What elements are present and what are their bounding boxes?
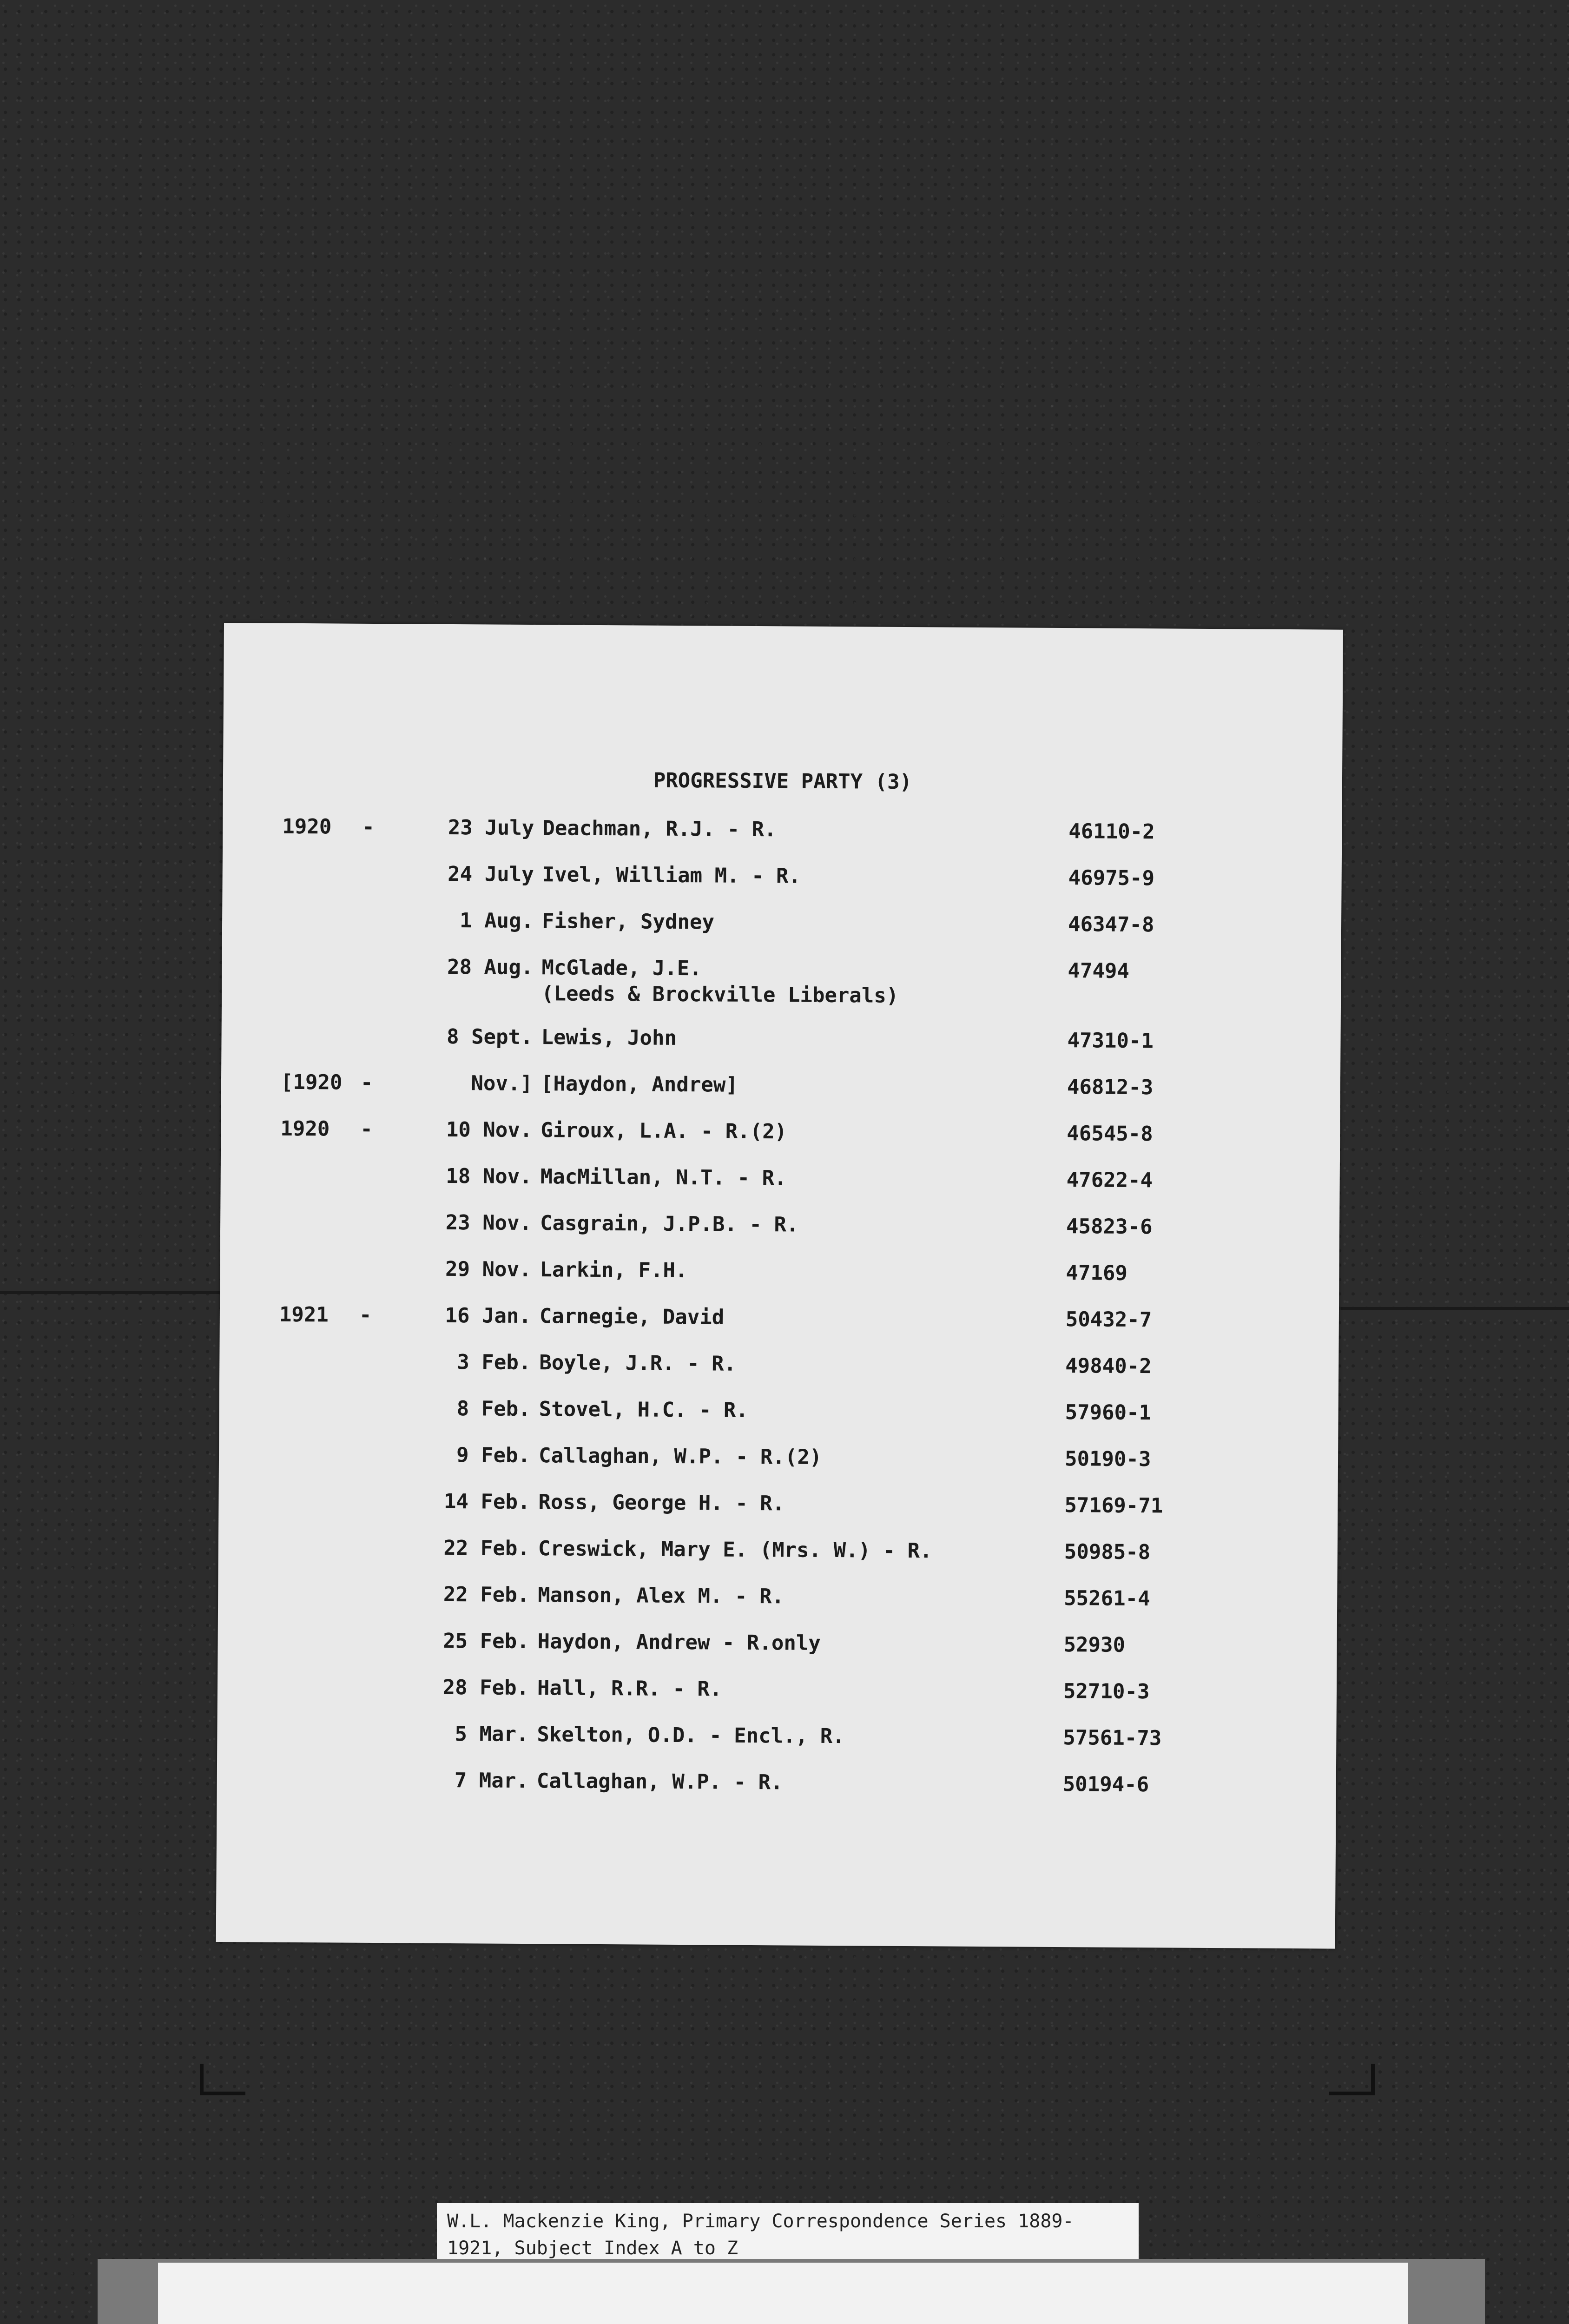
row-name: Carnegie, David [539, 1304, 725, 1329]
row-ref: 57960-1 [1065, 1400, 1152, 1425]
row-ref: 46812-3 [1067, 1075, 1154, 1100]
row-year: 1921 [279, 1302, 329, 1327]
row-name: Fisher, Sydney [541, 909, 715, 934]
row-name: Boyle, J.R. - R. [539, 1351, 737, 1376]
row-dash: - [360, 1070, 373, 1095]
caption-line-2: 1921, Subject Index A to Z [447, 2238, 738, 2259]
index-row [220, 1208, 1340, 1257]
row-ref: 47169 [1066, 1261, 1128, 1285]
row-ref: 52930 [1063, 1633, 1126, 1657]
row-dash: - [360, 1117, 373, 1141]
index-row [218, 1580, 1338, 1629]
index-row [221, 1069, 1341, 1118]
row-date: 8 Sept. [446, 1024, 533, 1050]
index-row [218, 1673, 1337, 1722]
index-row [218, 1487, 1338, 1536]
index-row [221, 1116, 1340, 1164]
row-ref: 49840-2 [1065, 1354, 1152, 1379]
row-date: 3 Feb. [457, 1350, 531, 1375]
row-ref: 47494 [1068, 959, 1130, 983]
index-row [220, 1162, 1340, 1211]
row-date: 23 July [448, 815, 534, 840]
row-date: 8 Feb. [456, 1397, 531, 1421]
row-name: Manson, Alex M. - R. [538, 1583, 784, 1609]
row-year: 1920 [282, 814, 332, 839]
background-fold-line-right [1341, 1307, 1569, 1310]
row-date: 22 Feb. [443, 1582, 530, 1607]
row-ref: 50194-6 [1062, 1772, 1149, 1797]
row-ref: 50190-3 [1064, 1447, 1151, 1472]
index-row [222, 906, 1342, 955]
index-row [220, 1255, 1339, 1304]
row-name: Callaghan, W.P. - R. [536, 1769, 783, 1795]
row-name2: (Leeds & Brockville Liberals) [541, 982, 899, 1008]
background-fold-line-left [0, 1291, 228, 1294]
row-name: McGlade, J.E. [541, 956, 702, 981]
index-row [221, 1023, 1341, 1071]
row-date: 7 Mar. [454, 1769, 528, 1793]
row-date: 14 Feb. [443, 1489, 530, 1514]
row-date: Nov.] [471, 1071, 533, 1096]
sheet-title: PROGRESSIVE PARTY (3) [653, 768, 912, 794]
row-year: [1920 [280, 1070, 343, 1095]
index-row [217, 1766, 1336, 1815]
row-date: 1 Aug. [459, 909, 534, 933]
row-dash: - [359, 1303, 372, 1327]
row-date: 5 Mar. [455, 1722, 529, 1747]
caption-line-1: W.L. Mackenzie King, Primary Correspondence Series 1889- [447, 2211, 1074, 2232]
row-ref: 47622-4 [1066, 1168, 1153, 1193]
row-name: Callaghan, W.P. - R.(2) [538, 1444, 822, 1469]
index-row [219, 1394, 1338, 1443]
row-name: Deachman, R.J. - R. [542, 816, 777, 842]
index-row [222, 953, 1341, 1008]
index-sheet [216, 623, 1343, 1949]
row-dash: - [362, 815, 375, 839]
row-date: 22 Feb. [443, 1536, 530, 1561]
row-date: 10 Nov. [446, 1117, 533, 1142]
row-ref: 55261-4 [1064, 1586, 1150, 1611]
index-row [223, 813, 1342, 862]
row-date: 29 Nov. [445, 1257, 532, 1282]
row-name: Ivel, William M. - R. [542, 863, 801, 888]
corner-mark-left [200, 2064, 245, 2095]
index-row [218, 1627, 1337, 1676]
row-date: 24 July [448, 862, 534, 887]
row-date: 23 Nov. [445, 1210, 532, 1235]
row-ref: 45823-6 [1066, 1215, 1153, 1239]
row-ref: 57561-73 [1063, 1726, 1162, 1750]
row-ref: 46110-2 [1068, 819, 1155, 844]
row-name: Stovel, H.C. - R. [539, 1397, 749, 1422]
archives-card [158, 2263, 1408, 2324]
row-date: 9 Feb. [456, 1443, 531, 1468]
row-name: Ross, George H. - R. [538, 1490, 785, 1516]
row-ref: 47310-1 [1067, 1029, 1154, 1053]
row-date: 28 Aug. [447, 955, 534, 980]
index-row [217, 1720, 1337, 1769]
row-name: Creswick, Mary E. (Mrs. W.) - R. [538, 1537, 932, 1563]
row-ref: 46347-8 [1068, 912, 1154, 937]
corner-mark-right [1329, 2064, 1375, 2095]
row-date: 16 Jan. [445, 1303, 532, 1328]
index-row [219, 1441, 1338, 1490]
row-ref: 50432-7 [1065, 1307, 1152, 1332]
row-name: Hall, R.R. - R. [537, 1676, 722, 1701]
index-row [218, 1534, 1338, 1583]
row-date: 28 Feb. [442, 1675, 529, 1700]
index-row [222, 860, 1342, 909]
row-name: Skelton, O.D. - Encl., R. [537, 1723, 845, 1749]
index-row [219, 1348, 1339, 1397]
row-ref: 46545-8 [1067, 1122, 1153, 1146]
row-date: 25 Feb. [443, 1629, 529, 1654]
index-row [220, 1301, 1339, 1350]
row-ref: 50985-8 [1064, 1540, 1151, 1565]
row-name: MacMillan, N.T. - R. [540, 1165, 787, 1190]
row-year: 1920 [280, 1116, 330, 1141]
row-name: Larkin, F.H. [540, 1258, 688, 1283]
row-name: Casgrain, J.P.B. - R. [540, 1211, 799, 1237]
row-name: [Haydon, Andrew] [541, 1072, 738, 1097]
row-name: Lewis, John [541, 1025, 677, 1050]
row-ref: 52710-3 [1063, 1679, 1150, 1704]
caption-label [437, 2203, 1139, 2265]
row-date: 18 Nov. [446, 1164, 532, 1189]
row-ref: 46975-9 [1068, 866, 1155, 891]
row-name: Haydon, Andrew - R.only [537, 1630, 821, 1655]
row-ref: 57169-71 [1064, 1493, 1163, 1518]
row-name: Giroux, L.A. - R.(2) [541, 1118, 787, 1144]
